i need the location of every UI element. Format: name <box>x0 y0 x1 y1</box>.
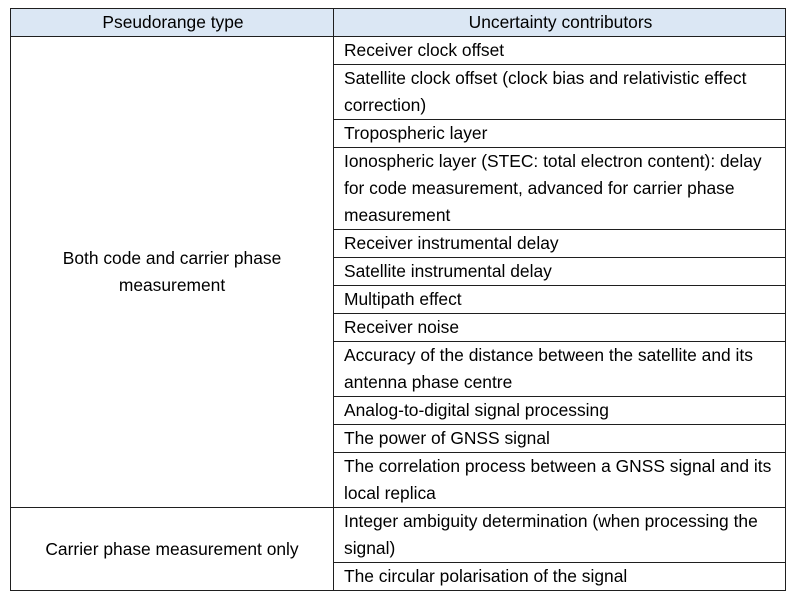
contributor-cell: The correlation process between a GNSS signal and its local replica <box>334 453 786 508</box>
pseudorange-type-cell: Carrier phase measurement only <box>11 508 334 591</box>
header-row <box>11 9 786 37</box>
contributor-cell: Tropospheric layer <box>334 120 786 148</box>
contributor-cell: Ionospheric layer (STEC: total electron content): delay for code measurement, advanced for carrier phase measurement <box>334 148 786 230</box>
contributor-cell: Accuracy of the distance between the satellite and its antenna phase centre <box>334 342 786 397</box>
table-header <box>11 9 786 37</box>
contributor-cell: Satellite clock offset (clock bias and relativistic effect correction) <box>334 65 786 120</box>
contributor-cell: Receiver instrumental delay <box>334 230 786 258</box>
header-uncertainty-contributors: Uncertainty contributors <box>334 9 786 37</box>
contributor-cell: Satellite instrumental delay <box>334 258 786 286</box>
contributor-cell: Receiver clock offset <box>334 37 786 65</box>
contributor-cell: The power of GNSS signal <box>334 425 786 453</box>
header-pseudorange-type: Pseudorange type <box>11 9 334 37</box>
table-row <box>11 508 786 563</box>
table-row <box>11 37 786 65</box>
uncertainty-table <box>10 8 786 591</box>
contributor-cell: Receiver noise <box>334 314 786 342</box>
contributor-cell: Integer ambiguity determination (when processing the signal) <box>334 508 786 563</box>
pseudorange-type-cell: Both code and carrier phase measurement <box>11 37 334 508</box>
contributor-cell: Multipath effect <box>334 286 786 314</box>
contributor-cell: The circular polarisation of the signal <box>334 563 786 591</box>
contributor-cell: Analog-to-digital signal processing <box>334 397 786 425</box>
table-body <box>11 37 786 591</box>
